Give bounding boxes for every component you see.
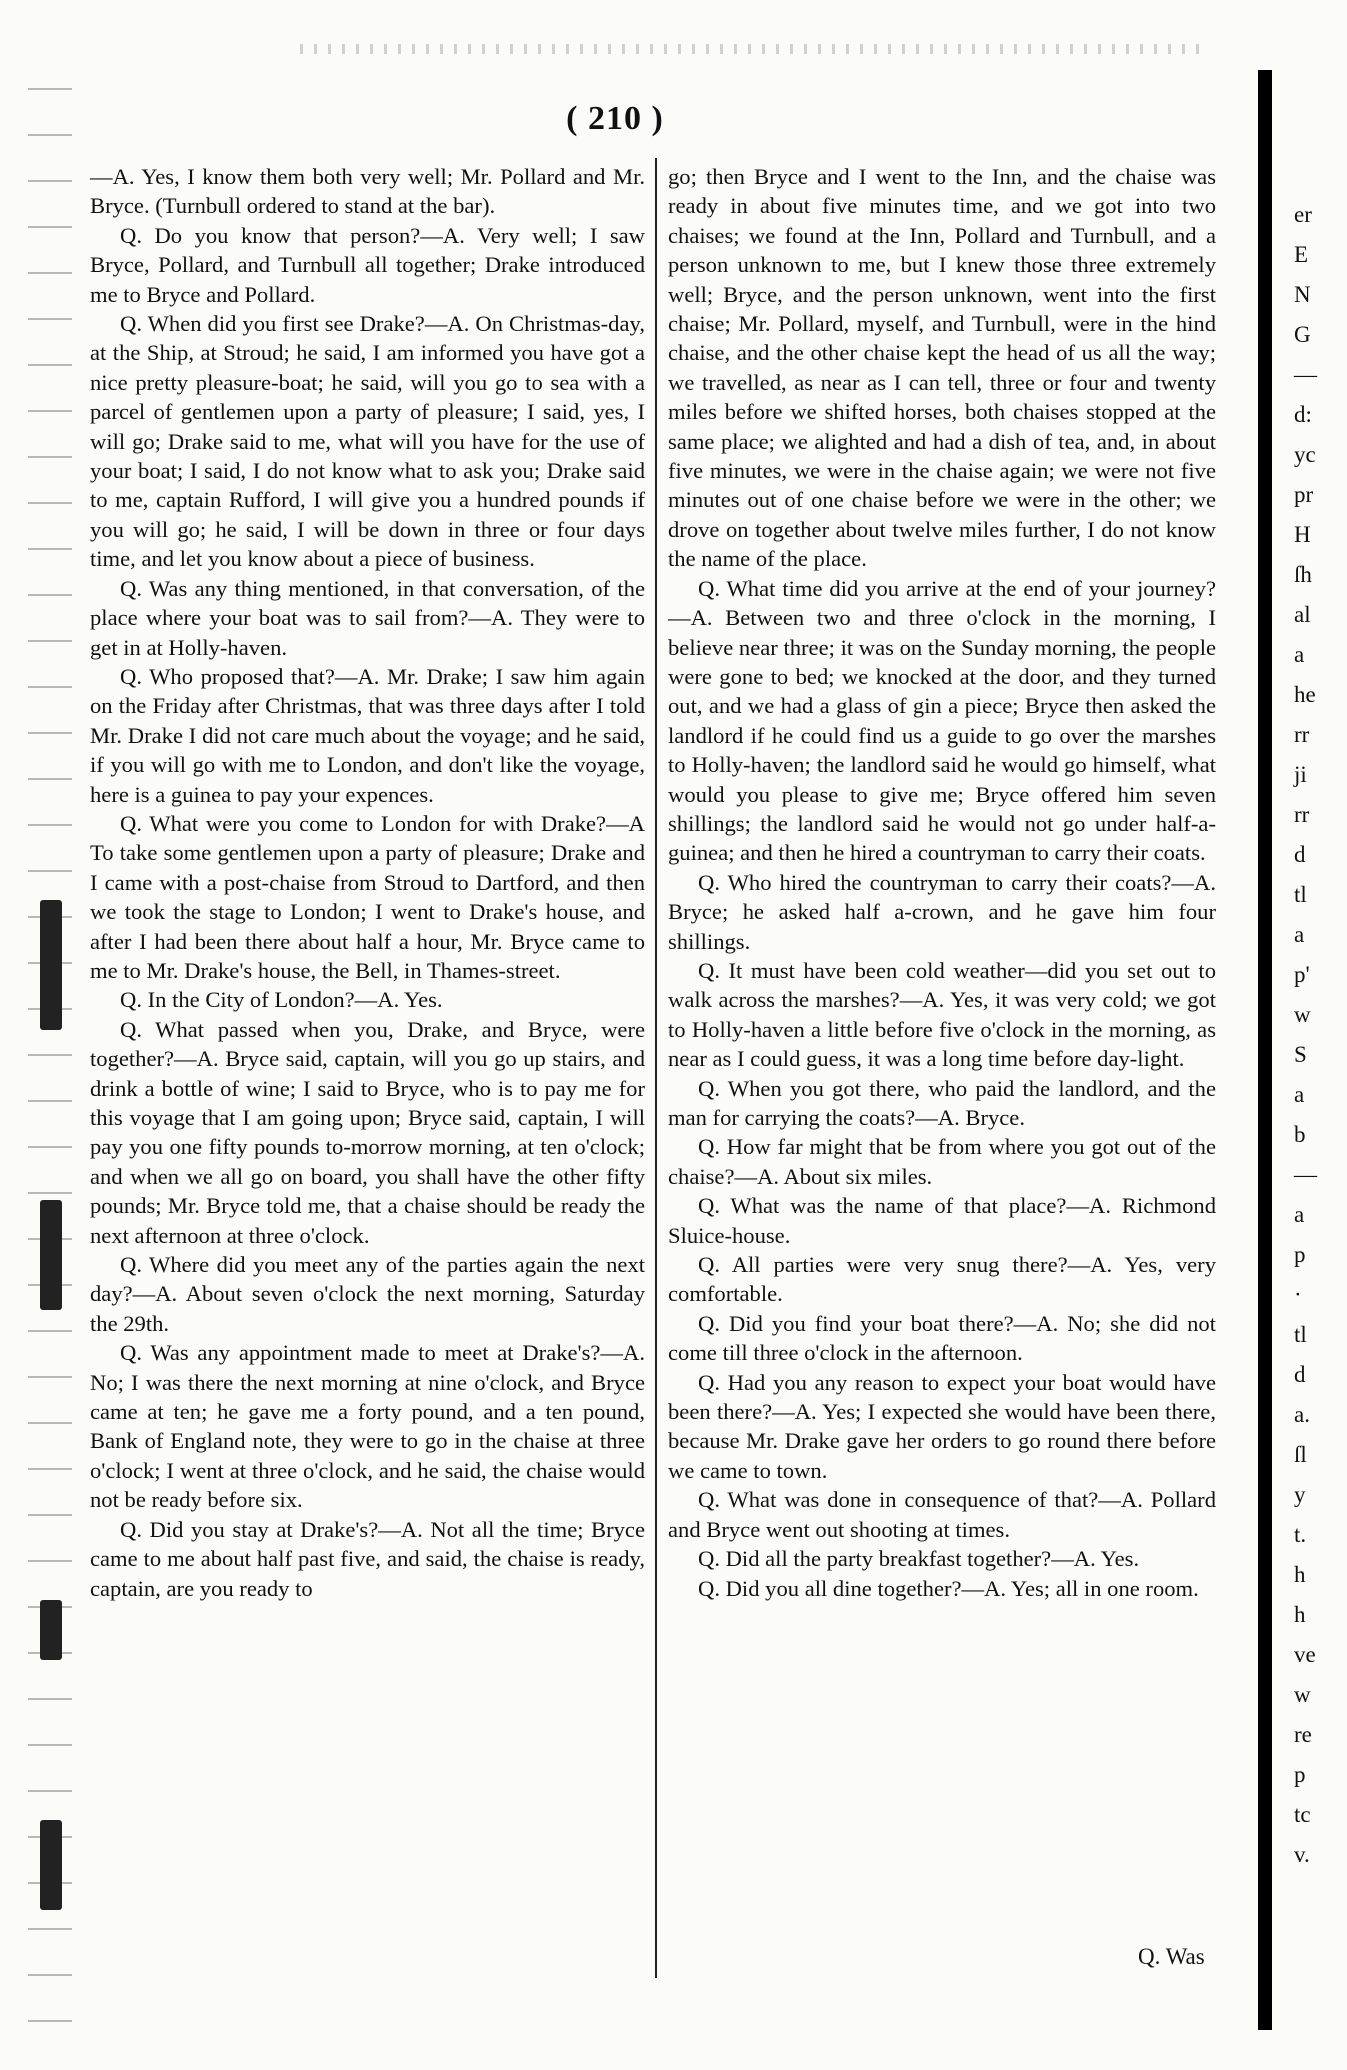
binding-blot xyxy=(40,1820,62,1910)
adjacent-fragment: — xyxy=(1294,362,1317,387)
page-number-header: ( 210 ) xyxy=(566,100,664,137)
scan-noise xyxy=(300,44,1200,54)
paragraph: Q. What was done in consequence of that?—A. Pollard and Bryce went out shooting at times. xyxy=(668,1487,1216,1542)
paragraph: Q. Did all the party breakfast together?—A. Yes. xyxy=(698,1546,1140,1572)
adjacent-fragment: p' xyxy=(1294,962,1310,987)
paragraph: Q. It must have been cold weather—did you set out to walk across the marshes?—A. Yes, it was very cold; we got to Holly-haven a little before five o'clock in the morning, as near as I could guess, it was a long time before day-light. xyxy=(668,957,1216,1072)
adjacent-fragment: er xyxy=(1294,202,1312,227)
adjacent-fragment: a xyxy=(1294,922,1305,947)
paragraph: Q. In the City of London?—A. Yes. xyxy=(120,987,443,1013)
paragraph: Q. Who hired the countryman to carry their coats?—A. Bryce; he asked half a-crown, and he gave him four shillings. xyxy=(668,869,1216,954)
binding-blot xyxy=(40,1200,62,1310)
paragraph: Q. All parties were very snug there?—A. Yes, very comfortable. xyxy=(668,1252,1216,1307)
adjacent-fragment: ve xyxy=(1294,1642,1316,1667)
right-column xyxy=(668,162,1216,1603)
paragraph: Q. What was the name of that place?—A. Richmond Sluice-house. xyxy=(668,1193,1216,1248)
adjacent-fragment: d: xyxy=(1294,402,1312,427)
adjacent-fragment: w xyxy=(1294,1682,1311,1707)
adjacent-fragment: v. xyxy=(1294,1842,1310,1867)
paragraph: Q. Did you stay at Drake's?—A. Not all the time; Bryce came to me about half past five, and said, the chaise is ready, captain, are you ready to xyxy=(90,1516,645,1601)
adjacent-fragment: ſl xyxy=(1294,1442,1307,1467)
paragraph: go; then Bryce and I went to the Inn, and the chaise was ready in about five minutes time, and we got into two chaises; we found at the Inn, Pollard and Turnbull, and a person unknown to me, but I knew those three extremely well; Bryce, and the person unknown, went into the first chaise; Mr. Pollard, myself, and Turnbull, were in the hind chaise, and the other chaise kept the head of us all the way; we travelled, as near as I can tell, three or four and twenty miles before we shifted horses, both chaises stopped at the same place; we alighted and had a dish of tea, and, in about five minutes, we were in the chaise again; we were not five minutes out of one chaise before we were in the other; we drove on together about twelve miles further, I do not know the name of the place. xyxy=(668,164,1216,572)
adjacent-fragment: h xyxy=(1294,1602,1306,1627)
binding-edge xyxy=(28,70,72,2040)
adjacent-fragment: rr xyxy=(1294,722,1310,747)
catchword: Q. Was xyxy=(1138,1944,1205,1969)
paragraph: Q. When you got there, who paid the landlord, and the man for carrying the coats?—A. Bryce. xyxy=(668,1075,1216,1130)
adjacent-fragment: ſh xyxy=(1294,562,1312,587)
binding-blot xyxy=(40,900,62,1030)
adjacent-fragment: H xyxy=(1294,522,1311,547)
paragraph: Q. What time did you arrive at the end of your journey?—A. Between two and three o'clock in the morning, I believe near three; it was on the Sunday morning, the people were gone to bed; we knocked at the door, and they turned out, and we had a glass of gin a piece; Bryce then asked the landlord if he could find us a guide to go over the marshes to Holly-haven; the landlord said he would go himself, what would you please to give me; Bryce offered him seven shillings; the landlord said he would not go under half-a-guinea; and then he hired a countryman to carry their coats. xyxy=(668,575,1216,866)
adjacent-fragment: rr xyxy=(1294,802,1310,827)
adjacent-fragment: G xyxy=(1294,322,1311,347)
paragraph: Q. Where did you meet any of the parties again the next day?—A. About seven o'clock the next morning, Saturday the 29th. xyxy=(90,1252,645,1336)
adjacent-fragment: a. xyxy=(1294,1402,1310,1427)
adjacent-fragment: N xyxy=(1294,282,1311,307)
adjacent-fragment: a xyxy=(1294,1202,1305,1227)
adjacent-fragment: ji xyxy=(1294,762,1307,787)
adjacent-fragment: pr xyxy=(1294,482,1314,507)
adjacent-fragment: p xyxy=(1294,1762,1306,1787)
adjacent-fragment: p xyxy=(1294,1242,1306,1267)
paragraph: Q. How far might that be from where you got out of the chaise?—A. About six miles. xyxy=(668,1134,1216,1189)
adjacent-fragment: d xyxy=(1294,1362,1306,1387)
binding-blot xyxy=(40,1600,62,1660)
adjacent-fragment: a xyxy=(1294,642,1305,667)
left-column xyxy=(90,162,645,1603)
column-divider xyxy=(655,158,657,1978)
adjacent-fragment: h xyxy=(1294,1562,1306,1587)
adjacent-fragment: d xyxy=(1294,842,1306,867)
adjacent-fragment: he xyxy=(1294,682,1316,707)
paragraph: Q. Did you find your boat there?—A. No; she did not come till three o'clock in the afternoon. xyxy=(668,1310,1216,1366)
adjacent-fragment: tl xyxy=(1294,1322,1307,1347)
paragraph: Q. Did you all dine together?—A. Yes; all in one room. xyxy=(698,1575,1199,1601)
adjacent-fragment: t. xyxy=(1294,1522,1307,1547)
paragraph: Q. What were you come to London for with Drake?—A To take some gentlemen upon a party of pleasure; Drake and I came with a post-chaise from Stroud to Dartford, and then we took the stage to London; I went to Drake's house, and after I had been there about half a hour, Mr. Bryce came to me to Mr. Drake's house, the Bell, in Thames-street. xyxy=(90,810,645,983)
paragraph: —A. Yes, I know them both very well; Mr. Pollard and Mr. Bryce. (Turnbull ordered to stand at the bar). xyxy=(90,164,645,219)
adjacent-fragment: yc xyxy=(1294,442,1316,467)
adjacent-fragment: al xyxy=(1294,602,1311,627)
adjacent-fragment: w xyxy=(1294,1002,1311,1027)
paragraph: Q. Was any appointment made to meet at Drake's?—A. No; I was there the next morning at nine o'clock, and Bryce came at ten; he gave me a forty pound, and a ten pound, Bank of England note, they were to go in the chaise at three o'clock; I went at three o'clock, and he said, the chaise would not be ready before six. xyxy=(90,1340,645,1513)
adjacent-fragment: tc xyxy=(1294,1802,1311,1827)
page-gutter-shadow xyxy=(1258,70,1272,2030)
adjacent-fragment: · xyxy=(1294,1282,1302,1307)
paragraph: Q. Do you know that person?—A. Very well; I saw Bryce, Pollard, and Turnbull all together; Drake introduced me to Bryce and Pollard. xyxy=(90,222,645,307)
adjacent-fragment: tl xyxy=(1294,882,1307,907)
paragraph: Q. Was any thing mentioned, in that conversation, of the place where your boat was to sail from?—A. They were to get in at Holly-haven. xyxy=(90,575,645,660)
adjacent-fragment: S xyxy=(1294,1042,1307,1067)
adjacent-fragment: a xyxy=(1294,1082,1305,1107)
paragraph: Q. When did you first see Drake?—A. On Christmas-day, at the Ship, at Stroud; he said, I am informed you have got a nice pretty pleasure-boat; he said, will you go to sea with a parcel of gentlemen upon a party of pleasure; I said, yes, I will go; Drake said to me, what will you have for the use of your boat; I said, I do not know what to ask you; Drake said to me, captain Rufford, I will give you a hundred pounds if you will go; he said, I will be down in three or four days time, and let you know about a piece of business. xyxy=(90,311,645,572)
adjacent-fragment: — xyxy=(1294,1162,1317,1187)
adjacent-fragment: E xyxy=(1294,242,1309,267)
adjacent-fragment: y xyxy=(1294,1482,1306,1507)
adjacent-fragment: b xyxy=(1294,1122,1306,1147)
adjacent-fragment: re xyxy=(1294,1722,1312,1747)
paragraph: Q. Who proposed that?—A. Mr. Drake; I saw him again on the Friday after Christmas, that was three days after I told Mr. Drake I did not care much about the voyage; and he said, if you will go with me to London, and don't like the voyage, here is a guinea to pay your expences. xyxy=(90,663,645,807)
paragraph: Q. Had you any reason to expect your boat would have been there?—A. Yes; I expected she would have been there, because Mr. Drake gave her orders to go round there before we came to town. xyxy=(668,1369,1216,1483)
paragraph: Q. What passed when you, Drake, and Bryce, were together?—A. Bryce said, captain, will you go up stairs, and drink a bottle of wine; I said to Bryce, who is to pay me for this voyage that I am going upon; Bryce said, captain, I will pay you one fifty pounds to-morrow morning, at ten o'clock; and when we all go on board, you shall have the other fifty pounds; Mr. Bryce told me, that a chaise should be ready the next afternoon at three o'clock. xyxy=(90,1016,645,1248)
